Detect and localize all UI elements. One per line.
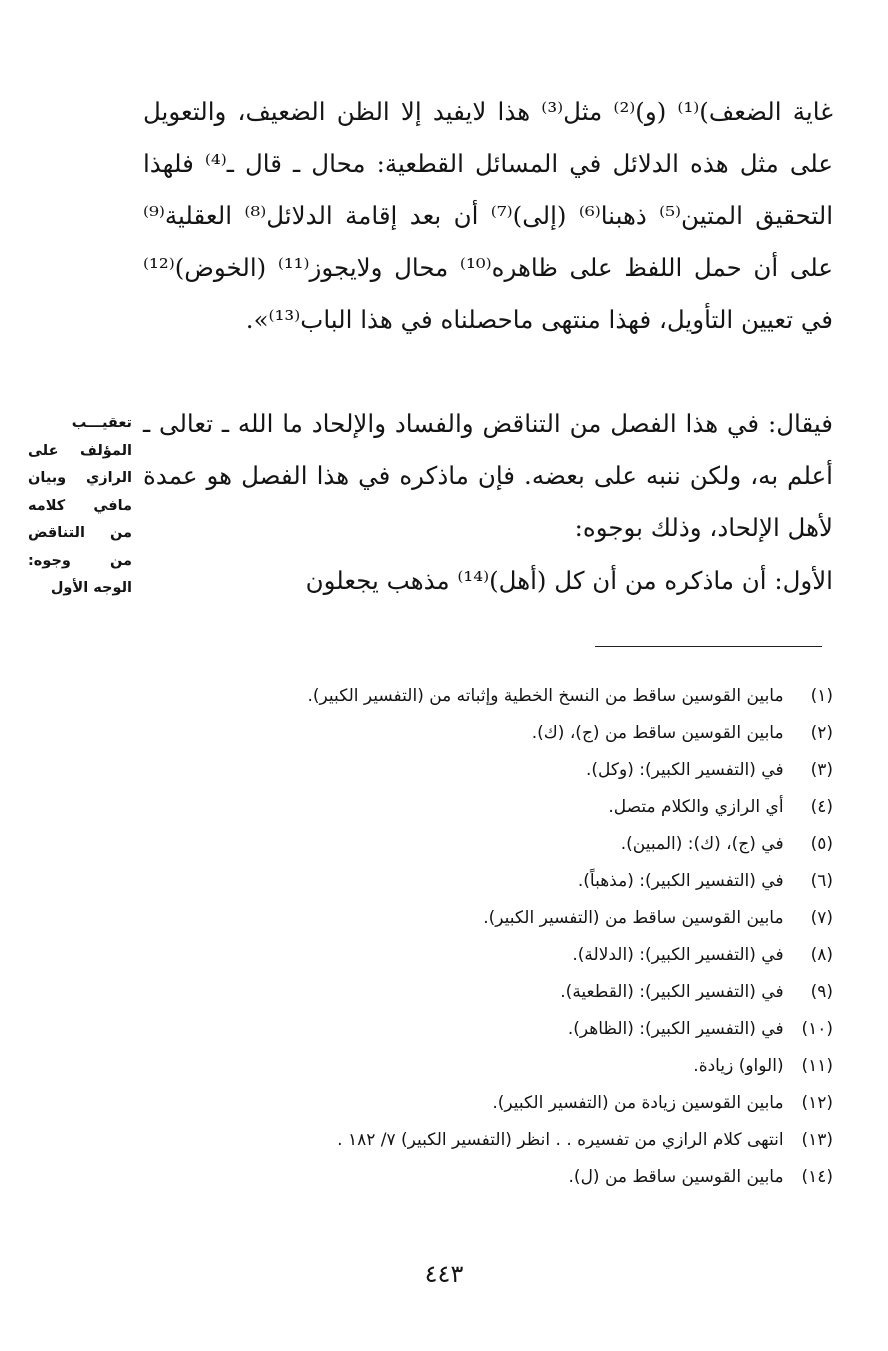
footnote-text: في (التفسير الكبير): (مذهباً). [577,871,784,891]
margin-note: تعقيـــب المؤلف على الرازي وبيان مافي كلامه من التناقض من وجوه: الوجه الأول [28,415,132,596]
page-number: ٤٤٣ [424,1260,464,1288]
footnote-item [133,1159,833,1196]
footnote-number: (٥) [810,834,833,854]
footnote-item [133,678,833,715]
footnote-item [133,715,833,752]
footnote-text: مابين القوسين ساقط من (ج)، (ك). [531,723,784,743]
footnote-number: (١١) [801,1056,833,1076]
footnote-number: (٧) [810,908,833,928]
footnote-number: (٢) [810,723,833,743]
footnote-item [133,1122,833,1159]
footnote-number: (١٤) [801,1167,833,1187]
footnote-number: (٦) [810,871,833,891]
footnote-item [133,826,833,863]
footnote-number: (١٣) [801,1130,833,1150]
footnote-text: مابين القوسين ساقط من (التفسير الكبير). [483,908,784,928]
footnote-number: (٨) [810,945,833,965]
footnote-item [133,900,833,937]
main-paragraph-2: فيقال: في هذا الفصل من التناقض والفساد والإلحاد ما الله ـ تعالى ـ أعلم به، ولكن ننبه على بعضه. فإن ماذكره في هذا الفصل هو عمدة لأهل الإلحاد، وذلك بوجوه: [143,409,833,542]
main-paragraph-3: الأول: أن ماذكره من أن كل (أهل)⁽¹⁴⁾ مذهب يجعلون [305,566,833,595]
footnote-item [133,937,833,974]
footnote-item [133,863,833,900]
footnote-text: في (التفسير الكبير): (الظاهر). [567,1019,784,1039]
footnote-item [133,1085,833,1122]
footnote-item [133,752,833,789]
footnote-item [133,1048,833,1085]
footnote-text: في (التفسير الكبير): (الدلالة). [572,945,784,965]
footnote-item [133,789,833,826]
footnote-divider [595,646,822,647]
footnote-text: في (ج)، (ك): (المبين). [620,834,784,854]
footnote-number: (٩) [810,982,833,1002]
footnote-number: (١٠) [801,1019,833,1039]
footnote-item [133,974,833,1011]
main-paragraph-1: غاية الضعف)⁽¹⁾ (و)⁽²⁾ مثل⁽³⁾ هذا لايفيد إلا الظن الضعيف، والتعويل على مثل هذه الدلائل في المسائل القطعية: محال ـ قال ـ⁽⁴⁾ فلهذا التحقيق المتين⁽⁵⁾ ذهبنا⁽⁶⁾ (إلى)⁽⁷⁾ أن بعد إقامة الدلائل⁽⁸⁾ العقلية⁽⁹⁾ على أن حمل اللفظ على ظاهره⁽¹⁰⁾ محال ولايجوز⁽¹¹⁾ (الخوض)⁽¹²⁾ في تعيين التأويل، فهذا منتهى ماحصلناه في هذا الباب⁽¹³⁾». [143,97,834,334]
footnote-text: مابين القوسين زيادة من (التفسير الكبير). [492,1093,784,1113]
footnotes-list [133,678,833,1196]
footnote-number: (٤) [810,797,833,817]
footnote-text: مابين القوسين ساقط من النسخ الخطية وإثباته من (التفسير الكبير). [307,686,784,706]
footnote-item [133,1011,833,1048]
footnote-number: (٣) [810,760,833,780]
footnote-number: (١٢) [801,1093,833,1113]
footnote-text: انتهى كلام الرازي من تفسيره . . انظر (التفسير الكبير) ٧/ ١٨٢ . [337,1130,784,1150]
footnote-text: في (التفسير الكبير): (وكل). [586,760,784,780]
footnote-text: في (التفسير الكبير): (القطعية). [560,982,784,1002]
footnote-number: (١) [810,686,833,706]
footnote-text: مابين القوسين ساقط من (ل). [568,1167,784,1187]
footnote-text: (الواو) زيادة. [693,1056,784,1076]
footnote-text: أي الرازي والكلام متصل. [608,797,784,817]
